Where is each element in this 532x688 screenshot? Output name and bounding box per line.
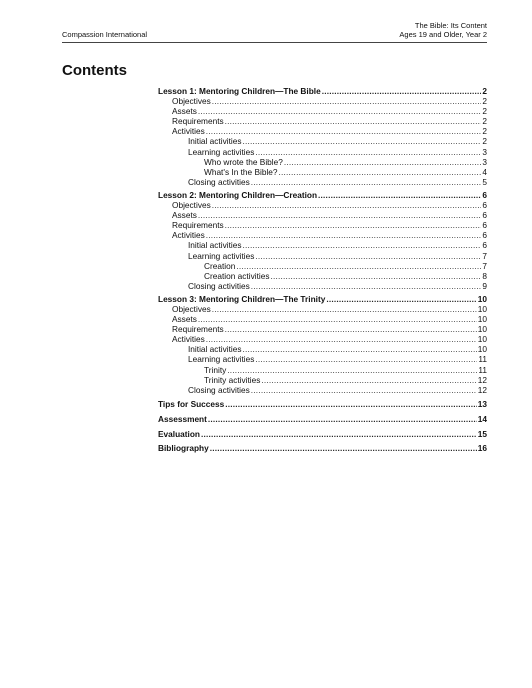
toc-entry[interactable] bbox=[158, 261, 487, 271]
toc-section-entry[interactable] bbox=[158, 414, 487, 424]
toc-entry[interactable] bbox=[158, 167, 487, 177]
toc-entry[interactable] bbox=[158, 251, 487, 261]
toc-entry-label: Assets bbox=[172, 314, 197, 325]
toc-entry-label: Tips for Success bbox=[158, 399, 225, 410]
toc-leader-dots bbox=[255, 354, 477, 364]
toc-entry-label: Creation bbox=[204, 260, 236, 271]
toc-leader-dots bbox=[227, 365, 477, 375]
toc-entry-page-number: 3 bbox=[482, 156, 487, 167]
toc-leader-dots bbox=[243, 240, 482, 250]
toc-entry-page-number: 10 bbox=[477, 344, 487, 355]
toc-leader-dots bbox=[208, 414, 477, 424]
toc-entry-page-number: 2 bbox=[482, 126, 487, 137]
toc-entry-page-number: 7 bbox=[482, 260, 487, 271]
toc-entry-label: Closing activities bbox=[188, 280, 250, 291]
table-of-contents bbox=[158, 86, 487, 453]
toc-entry-label: Evaluation bbox=[158, 428, 200, 439]
toc-entry-label: Learning activities bbox=[188, 250, 255, 261]
toc-entry[interactable] bbox=[158, 116, 487, 126]
toc-entry-label: Objectives bbox=[172, 96, 211, 107]
toc-entry-page-number: 3 bbox=[482, 146, 487, 157]
toc-entry[interactable] bbox=[158, 324, 487, 334]
toc-entry-label: Initial activities bbox=[188, 344, 242, 355]
header-course-info bbox=[399, 22, 487, 39]
toc-entry-page-number: 2 bbox=[482, 106, 487, 117]
toc-entry[interactable] bbox=[158, 147, 487, 157]
toc-entry[interactable] bbox=[158, 354, 487, 364]
toc-leader-dots bbox=[212, 96, 482, 106]
toc-entry[interactable] bbox=[158, 365, 487, 375]
toc-entry-label: Learning activities bbox=[188, 146, 255, 157]
toc-section-entry[interactable] bbox=[158, 399, 487, 409]
toc-leader-dots bbox=[206, 230, 482, 240]
toc-entry-label: Activities bbox=[172, 334, 205, 345]
toc-entry[interactable] bbox=[158, 314, 487, 324]
toc-leader-dots bbox=[198, 210, 481, 220]
toc-entry-page-number: 10 bbox=[477, 334, 487, 345]
toc-leader-dots bbox=[225, 116, 482, 126]
toc-entry-label: Bibliography bbox=[158, 443, 209, 454]
toc-leader-dots bbox=[198, 106, 481, 116]
toc-entry-page-number: 15 bbox=[477, 428, 487, 439]
toc-entry-label: Closing activities bbox=[188, 176, 250, 187]
toc-entry-page-number: 6 bbox=[482, 240, 487, 251]
toc-entry-label: Lesson 3: Mentoring Children—The Trinity bbox=[158, 293, 326, 304]
toc-entry[interactable] bbox=[158, 230, 487, 240]
toc-entry-page-number: 10 bbox=[477, 303, 487, 314]
toc-entry-label: Activities bbox=[172, 230, 205, 241]
toc-entry-page-number: 2 bbox=[482, 116, 487, 127]
toc-entry[interactable] bbox=[158, 304, 487, 314]
toc-entry-label: Creation activities bbox=[204, 270, 270, 281]
toc-entry-label: Trinity bbox=[204, 364, 227, 375]
toc-entry[interactable] bbox=[158, 240, 487, 250]
toc-leader-dots bbox=[212, 200, 482, 210]
toc-entry[interactable] bbox=[158, 200, 487, 210]
toc-leader-dots bbox=[243, 344, 477, 354]
toc-leader-dots bbox=[255, 147, 481, 157]
toc-leader-dots bbox=[255, 251, 481, 261]
toc-entry[interactable] bbox=[158, 334, 487, 344]
toc-leader-dots bbox=[206, 334, 477, 344]
header-organization: Compassion International bbox=[62, 30, 148, 39]
toc-entry[interactable] bbox=[158, 271, 487, 281]
toc-leader-dots bbox=[261, 375, 476, 385]
toc-leader-dots bbox=[251, 281, 482, 291]
toc-leader-dots bbox=[198, 314, 477, 324]
toc-section-entry[interactable] bbox=[158, 190, 487, 200]
toc-leader-dots bbox=[270, 271, 481, 281]
toc-entry-page-number: 5 bbox=[482, 176, 487, 187]
toc-entry-label: Objectives bbox=[172, 200, 211, 211]
toc-entry-page-number: 4 bbox=[482, 166, 487, 177]
toc-leader-dots bbox=[284, 157, 482, 167]
toc-leader-dots bbox=[251, 385, 477, 395]
toc-entry[interactable] bbox=[158, 136, 487, 146]
toc-entry-label: Objectives bbox=[172, 303, 211, 314]
toc-entry-label: Initial activities bbox=[188, 240, 242, 251]
toc-leader-dots bbox=[225, 220, 482, 230]
toc-entry-page-number: 8 bbox=[482, 270, 487, 281]
toc-section-entry[interactable] bbox=[158, 429, 487, 439]
toc-entry-page-number: 10 bbox=[477, 314, 487, 325]
toc-entry[interactable] bbox=[158, 375, 487, 385]
toc-entry-page-number: 10 bbox=[477, 293, 487, 304]
toc-entry-page-number: 13 bbox=[477, 399, 487, 410]
toc-leader-dots bbox=[206, 126, 482, 136]
toc-leader-dots bbox=[201, 429, 477, 439]
toc-entry-page-number: 7 bbox=[482, 250, 487, 261]
toc-entry-page-number: 11 bbox=[478, 354, 487, 365]
toc-entry-page-number: 10 bbox=[477, 324, 487, 335]
toc-entry-page-number: 12 bbox=[477, 384, 487, 395]
page-header bbox=[62, 22, 487, 43]
toc-entry-page-number: 6 bbox=[482, 220, 487, 231]
toc-entry[interactable] bbox=[158, 126, 487, 136]
toc-entry-page-number: 12 bbox=[477, 374, 487, 385]
toc-entry-page-number: 2 bbox=[482, 136, 487, 147]
toc-entry[interactable] bbox=[158, 385, 487, 395]
toc-leader-dots bbox=[326, 294, 476, 304]
toc-entry-label: Requirements bbox=[172, 116, 224, 127]
toc-entry-label: Requirements bbox=[172, 220, 224, 231]
toc-section-entry[interactable] bbox=[158, 294, 487, 304]
toc-leader-dots bbox=[210, 443, 477, 453]
header-course-audience: Ages 19 and Older, Year 2 bbox=[399, 29, 487, 39]
toc-entry-label: What's In the Bible? bbox=[204, 166, 278, 177]
toc-entry-page-number: 6 bbox=[482, 230, 487, 241]
toc-entry-label: Trinity activities bbox=[204, 374, 261, 385]
toc-entry-page-number: 2 bbox=[482, 96, 487, 107]
toc-entry-page-number: 6 bbox=[482, 210, 487, 221]
toc-section-entry[interactable] bbox=[158, 86, 487, 96]
toc-entry-page-number: 11 bbox=[478, 364, 487, 375]
toc-leader-dots bbox=[279, 167, 482, 177]
toc-entry-label: Lesson 1: Mentoring Children—The Bible bbox=[158, 86, 321, 96]
toc-leader-dots bbox=[243, 136, 482, 146]
toc-entry-label: Assets bbox=[172, 210, 197, 221]
toc-leader-dots bbox=[225, 324, 477, 334]
toc-entry[interactable] bbox=[158, 281, 487, 291]
toc-entry-label: Assets bbox=[172, 106, 197, 117]
toc-entry[interactable] bbox=[158, 220, 487, 230]
toc-leader-dots bbox=[318, 190, 481, 200]
toc-entry[interactable] bbox=[158, 96, 487, 106]
toc-entry[interactable] bbox=[158, 210, 487, 220]
toc-entry-label: Activities bbox=[172, 126, 205, 137]
toc-entry[interactable] bbox=[158, 344, 487, 354]
page-title: Contents bbox=[62, 62, 127, 79]
toc-entry-page-number: 2 bbox=[482, 86, 487, 96]
toc-entry-label: Lesson 2: Mentoring Children—Creation bbox=[158, 189, 318, 200]
toc-entry[interactable] bbox=[158, 177, 487, 187]
toc-leader-dots bbox=[212, 304, 477, 314]
toc-leader-dots bbox=[225, 399, 477, 409]
toc-entry-label: Initial activities bbox=[188, 136, 242, 147]
toc-entry[interactable] bbox=[158, 157, 487, 167]
toc-entry-label: Requirements bbox=[172, 324, 224, 335]
toc-entry-label: Learning activities bbox=[188, 354, 255, 365]
toc-entry-label: Who wrote the Bible? bbox=[204, 156, 283, 167]
toc-entry-page-number: 6 bbox=[482, 189, 487, 200]
header-course-title: The Bible: Its Content bbox=[414, 21, 487, 30]
toc-entry-page-number: 6 bbox=[482, 200, 487, 211]
toc-entry-page-number: 16 bbox=[477, 443, 487, 454]
toc-entry-label: Assessment bbox=[158, 413, 207, 424]
toc-entry[interactable] bbox=[158, 106, 487, 116]
toc-entry-page-number: 9 bbox=[482, 280, 487, 291]
toc-entry-label: Closing activities bbox=[188, 384, 250, 395]
toc-section-entry[interactable] bbox=[158, 443, 487, 453]
toc-entry-page-number: 14 bbox=[477, 413, 487, 424]
toc-leader-dots bbox=[236, 261, 481, 271]
toc-leader-dots bbox=[322, 86, 482, 96]
toc-leader-dots bbox=[251, 177, 482, 187]
